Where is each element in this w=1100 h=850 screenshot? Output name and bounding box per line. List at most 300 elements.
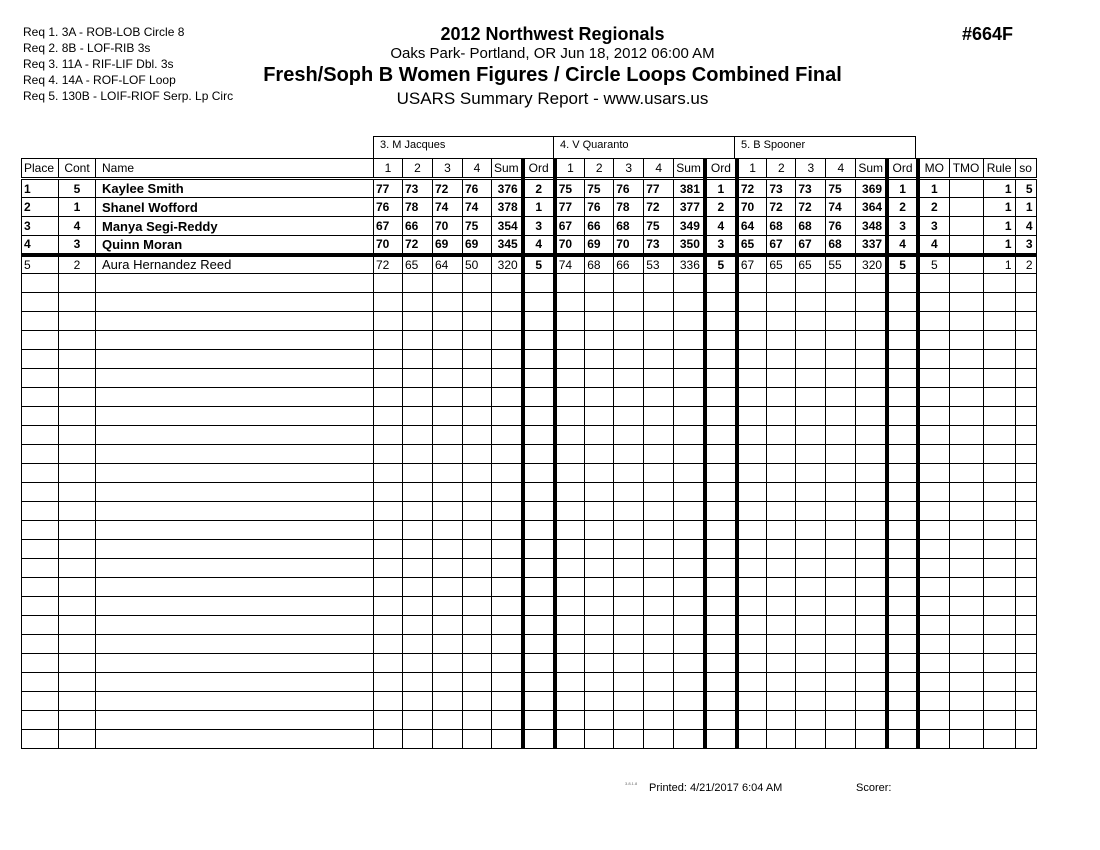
empty-cell: [918, 388, 949, 407]
empty-row: [22, 293, 1037, 312]
empty-cell: [59, 350, 96, 369]
empty-cell: [767, 445, 796, 464]
empty-cell: [949, 540, 983, 559]
empty-cell: [492, 483, 523, 502]
col-j3-1: 1: [737, 159, 767, 179]
empty-cell: [826, 426, 856, 445]
empty-cell: [555, 407, 585, 426]
empty-cell: [737, 673, 767, 692]
empty-cell: [59, 673, 96, 692]
empty-cell: [737, 445, 767, 464]
empty-cell: [22, 540, 59, 559]
empty-cell: [644, 369, 674, 388]
judge3-sum-cell: 369: [856, 179, 887, 198]
judge3-score-cell: 73: [767, 179, 796, 198]
empty-cell: [433, 635, 463, 654]
empty-cell: [856, 350, 887, 369]
empty-cell: [1015, 445, 1036, 464]
empty-cell: [767, 711, 796, 730]
empty-cell: [96, 388, 374, 407]
empty-cell: [949, 616, 983, 635]
empty-cell: [403, 483, 433, 502]
empty-cell: [403, 502, 433, 521]
place-cell: 4: [22, 236, 59, 255]
empty-cell: [463, 616, 492, 635]
col-j3-sum: Sum: [856, 159, 887, 179]
empty-cell: [614, 350, 644, 369]
empty-cell: [796, 730, 826, 749]
empty-cell: [949, 597, 983, 616]
empty-cell: [826, 350, 856, 369]
empty-cell: [614, 464, 644, 483]
empty-cell: [492, 369, 523, 388]
col-j2-3: 3: [614, 159, 644, 179]
empty-cell: [949, 350, 983, 369]
col-j3-4: 4: [826, 159, 856, 179]
empty-cell: [1015, 730, 1036, 749]
judge3-score-cell: 64: [737, 217, 767, 236]
empty-cell: [826, 635, 856, 654]
empty-cell: [856, 312, 887, 331]
empty-cell: [826, 654, 856, 673]
empty-cell: [492, 293, 523, 312]
empty-cell: [22, 578, 59, 597]
empty-cell: [374, 293, 403, 312]
empty-cell: [826, 597, 856, 616]
empty-cell: [22, 502, 59, 521]
empty-cell: [887, 616, 918, 635]
empty-cell: [492, 692, 523, 711]
empty-cell: [856, 559, 887, 578]
empty-cell: [1015, 293, 1036, 312]
empty-row: [22, 616, 1037, 635]
empty-cell: [887, 635, 918, 654]
empty-cell: [555, 540, 585, 559]
empty-cell: [59, 502, 96, 521]
empty-cell: [374, 521, 403, 540]
empty-cell: [403, 521, 433, 540]
empty-cell: [614, 654, 644, 673]
empty-cell: [796, 293, 826, 312]
empty-row: [22, 730, 1037, 749]
empty-cell: [674, 388, 705, 407]
empty-cell: [983, 388, 1015, 407]
empty-cell: [22, 559, 59, 578]
col-j3-ord: Ord: [887, 159, 918, 179]
empty-cell: [96, 559, 374, 578]
empty-cell: [374, 502, 403, 521]
empty-cell: [705, 540, 737, 559]
empty-cell: [1015, 312, 1036, 331]
empty-cell: [674, 521, 705, 540]
place-cell: 1: [22, 179, 59, 198]
empty-cell: [767, 635, 796, 654]
empty-cell: [403, 635, 433, 654]
col-name: Name: [96, 159, 374, 179]
empty-cell: [585, 388, 614, 407]
empty-cell: [983, 274, 1015, 293]
empty-cell: [644, 445, 674, 464]
empty-cell: [492, 597, 523, 616]
empty-cell: [887, 559, 918, 578]
empty-cell: [585, 407, 614, 426]
empty-cell: [1015, 540, 1036, 559]
empty-cell: [705, 369, 737, 388]
empty-cell: [826, 711, 856, 730]
empty-cell: [826, 559, 856, 578]
empty-cell: [949, 673, 983, 692]
empty-cell: [705, 711, 737, 730]
judge1-score-cell: 77: [374, 179, 403, 198]
empty-cell: [403, 388, 433, 407]
table-row: [22, 255, 1037, 274]
judge1-score-cell: 76: [463, 179, 492, 198]
empty-cell: [523, 369, 555, 388]
empty-cell: [767, 730, 796, 749]
judge2-sum-cell: 349: [674, 217, 705, 236]
empty-cell: [59, 331, 96, 350]
judge3-sum-cell: 364: [856, 198, 887, 217]
empty-cell: [374, 635, 403, 654]
empty-cell: [22, 483, 59, 502]
col-j3-3: 3: [796, 159, 826, 179]
empty-cell: [737, 578, 767, 597]
empty-cell: [403, 312, 433, 331]
empty-cell: [555, 369, 585, 388]
empty-cell: [674, 331, 705, 350]
empty-cell: [585, 445, 614, 464]
empty-cell: [614, 635, 644, 654]
empty-cell: [674, 711, 705, 730]
empty-cell: [22, 274, 59, 293]
empty-cell: [433, 711, 463, 730]
empty-cell: [796, 369, 826, 388]
empty-cell: [644, 578, 674, 597]
empty-cell: [463, 312, 492, 331]
empty-cell: [555, 711, 585, 730]
judge1-score-cell: 72: [403, 236, 433, 255]
tmo-cell: [949, 255, 983, 274]
so-cell: 2: [1015, 255, 1036, 274]
empty-cell: [433, 464, 463, 483]
empty-cell: [705, 407, 737, 426]
empty-cell: [796, 407, 826, 426]
empty-cell: [796, 483, 826, 502]
judge3-sum-cell: 320: [856, 255, 887, 274]
empty-cell: [492, 407, 523, 426]
empty-cell: [585, 293, 614, 312]
empty-cell: [585, 616, 614, 635]
empty-cell: [644, 521, 674, 540]
judge2-ordinal-cell: 2: [705, 198, 737, 217]
empty-cell: [705, 730, 737, 749]
printed-timestamp: Printed: 4/21/2017 6:04 AM: [649, 782, 783, 794]
empty-cell: [22, 711, 59, 730]
results-table: [21, 158, 1037, 749]
col-rule: Rule: [983, 159, 1015, 179]
empty-row: [22, 521, 1037, 540]
judge1-score-cell: 65: [403, 255, 433, 274]
judge3-score-cell: 73: [796, 179, 826, 198]
empty-cell: [737, 331, 767, 350]
empty-cell: [918, 521, 949, 540]
empty-cell: [949, 692, 983, 711]
empty-cell: [856, 635, 887, 654]
empty-cell: [826, 730, 856, 749]
empty-cell: [705, 578, 737, 597]
empty-cell: [826, 616, 856, 635]
empty-cell: [887, 521, 918, 540]
empty-cell: [826, 692, 856, 711]
empty-cell: [826, 502, 856, 521]
judge3-score-cell: 67: [737, 255, 767, 274]
judge3-score-cell: 72: [767, 198, 796, 217]
empty-cell: [403, 350, 433, 369]
empty-cell: [737, 540, 767, 559]
empty-cell: [826, 312, 856, 331]
empty-cell: [705, 388, 737, 407]
place-cell: 5: [22, 255, 59, 274]
empty-cell: [22, 312, 59, 331]
empty-cell: [856, 369, 887, 388]
empty-cell: [826, 369, 856, 388]
empty-cell: [887, 711, 918, 730]
empty-cell: [433, 540, 463, 559]
empty-cell: [674, 616, 705, 635]
empty-cell: [22, 692, 59, 711]
empty-cell: [555, 597, 585, 616]
empty-cell: [983, 350, 1015, 369]
empty-row: [22, 559, 1037, 578]
judge2-score-cell: 66: [614, 255, 644, 274]
empty-cell: [705, 483, 737, 502]
empty-cell: [949, 388, 983, 407]
empty-cell: [826, 388, 856, 407]
col-tmo: TMO: [949, 159, 983, 179]
empty-cell: [59, 616, 96, 635]
empty-cell: [433, 559, 463, 578]
empty-cell: [767, 274, 796, 293]
empty-cell: [463, 521, 492, 540]
empty-cell: [403, 369, 433, 388]
judge2-ordinal-cell: 1: [705, 179, 737, 198]
empty-cell: [96, 597, 374, 616]
place-cell: 2: [22, 198, 59, 217]
empty-cell: [96, 711, 374, 730]
empty-cell: [949, 559, 983, 578]
empty-cell: [1015, 597, 1036, 616]
requirement-4: Req 4. 14A - ROF-LOF Loop: [23, 73, 176, 87]
event-number: #664F: [962, 24, 1014, 44]
empty-cell: [403, 426, 433, 445]
col-j2-1: 1: [555, 159, 585, 179]
empty-cell: [614, 293, 644, 312]
empty-cell: [1015, 388, 1036, 407]
judge1-score-cell: 72: [374, 255, 403, 274]
empty-cell: [59, 293, 96, 312]
empty-row: [22, 407, 1037, 426]
empty-cell: [737, 502, 767, 521]
empty-cell: [463, 730, 492, 749]
judge3-score-cell: 68: [796, 217, 826, 236]
empty-cell: [705, 293, 737, 312]
empty-cell: [705, 521, 737, 540]
judge2-score-cell: 78: [614, 198, 644, 217]
empty-cell: [705, 274, 737, 293]
empty-cell: [463, 350, 492, 369]
empty-cell: [555, 464, 585, 483]
empty-cell: [644, 483, 674, 502]
empty-cell: [644, 673, 674, 692]
empty-cell: [949, 521, 983, 540]
empty-cell: [644, 559, 674, 578]
table-row: [22, 198, 1037, 217]
judge2-score-cell: 68: [614, 217, 644, 236]
empty-cell: [949, 426, 983, 445]
empty-cell: [22, 369, 59, 388]
empty-cell: [433, 274, 463, 293]
empty-row: [22, 388, 1037, 407]
empty-cell: [555, 445, 585, 464]
col-place: Place: [22, 159, 59, 179]
empty-cell: [523, 521, 555, 540]
empty-cell: [918, 616, 949, 635]
requirement-5: Req 5. 130B - LOIF-RIOF Serp. Lp Circ: [23, 89, 234, 103]
empty-cell: [644, 331, 674, 350]
empty-cell: [644, 293, 674, 312]
empty-cell: [96, 673, 374, 692]
empty-cell: [59, 388, 96, 407]
empty-cell: [614, 673, 644, 692]
empty-cell: [433, 654, 463, 673]
empty-cell: [918, 711, 949, 730]
empty-cell: [555, 502, 585, 521]
empty-cell: [614, 521, 644, 540]
empty-cell: [918, 597, 949, 616]
empty-cell: [463, 597, 492, 616]
empty-cell: [22, 464, 59, 483]
empty-cell: [585, 730, 614, 749]
empty-cell: [826, 445, 856, 464]
empty-cell: [22, 654, 59, 673]
judge3-ordinal-cell: 2: [887, 198, 918, 217]
judge1-score-cell: 69: [463, 236, 492, 255]
empty-cell: [555, 559, 585, 578]
empty-cell: [705, 426, 737, 445]
empty-cell: [737, 616, 767, 635]
empty-cell: [887, 445, 918, 464]
tmo-cell: [949, 179, 983, 198]
empty-cell: [463, 445, 492, 464]
empty-cell: [983, 559, 1015, 578]
empty-cell: [737, 293, 767, 312]
empty-cell: [949, 578, 983, 597]
empty-cell: [463, 502, 492, 521]
judge1-score-cell: 72: [433, 179, 463, 198]
empty-cell: [737, 483, 767, 502]
empty-cell: [887, 597, 918, 616]
empty-cell: [796, 502, 826, 521]
empty-cell: [737, 274, 767, 293]
empty-cell: [796, 274, 826, 293]
empty-cell: [983, 673, 1015, 692]
empty-cell: [949, 483, 983, 502]
empty-cell: [918, 312, 949, 331]
empty-cell: [1015, 673, 1036, 692]
empty-cell: [22, 445, 59, 464]
empty-cell: [403, 445, 433, 464]
empty-cell: [918, 426, 949, 445]
empty-cell: [1015, 502, 1036, 521]
empty-cell: [1015, 635, 1036, 654]
empty-cell: [887, 654, 918, 673]
empty-cell: [463, 540, 492, 559]
empty-cell: [674, 369, 705, 388]
empty-cell: [523, 331, 555, 350]
empty-cell: [644, 426, 674, 445]
empty-cell: [1015, 654, 1036, 673]
empty-cell: [59, 483, 96, 502]
col-j3-2: 2: [767, 159, 796, 179]
empty-cell: [555, 426, 585, 445]
empty-cell: [674, 483, 705, 502]
empty-cell: [492, 388, 523, 407]
empty-cell: [463, 369, 492, 388]
empty-cell: [555, 274, 585, 293]
so-cell: 1: [1015, 198, 1036, 217]
empty-cell: [96, 540, 374, 559]
name-cell: Manya Segi-Reddy: [96, 217, 374, 236]
empty-cell: [585, 673, 614, 692]
empty-row: [22, 483, 1037, 502]
empty-cell: [856, 521, 887, 540]
judge2-score-cell: 77: [555, 198, 585, 217]
empty-cell: [523, 597, 555, 616]
empty-cell: [585, 521, 614, 540]
empty-cell: [492, 654, 523, 673]
empty-cell: [856, 274, 887, 293]
empty-cell: [949, 293, 983, 312]
empty-cell: [767, 483, 796, 502]
table-row: [22, 236, 1037, 255]
table-row: [22, 179, 1037, 198]
empty-cell: [59, 445, 96, 464]
empty-cell: [59, 464, 96, 483]
empty-cell: [96, 407, 374, 426]
judge3-score-cell: 65: [796, 255, 826, 274]
empty-cell: [737, 654, 767, 673]
empty-row: [22, 464, 1037, 483]
judge2-score-cell: 75: [555, 179, 585, 198]
empty-cell: [374, 312, 403, 331]
judge1-score-cell: 74: [463, 198, 492, 217]
empty-cell: [374, 483, 403, 502]
empty-cell: [433, 369, 463, 388]
empty-cell: [403, 407, 433, 426]
empty-cell: [555, 331, 585, 350]
judge2-score-cell: 68: [585, 255, 614, 274]
empty-cell: [523, 635, 555, 654]
empty-cell: [585, 274, 614, 293]
empty-row: [22, 274, 1037, 293]
empty-cell: [796, 654, 826, 673]
cont-cell: 3: [59, 236, 96, 255]
empty-cell: [59, 274, 96, 293]
empty-cell: [523, 654, 555, 673]
empty-cell: [983, 692, 1015, 711]
empty-cell: [767, 312, 796, 331]
empty-cell: [767, 369, 796, 388]
